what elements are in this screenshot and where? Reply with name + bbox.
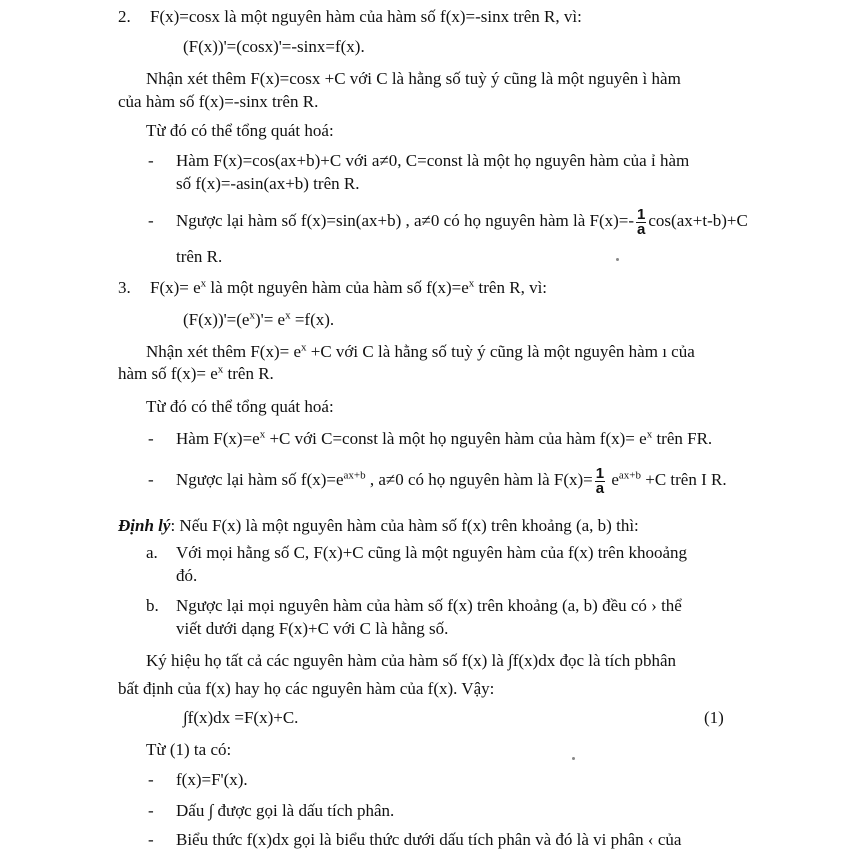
theorem-b-line2: viết dưới dạng F(x)+C với C là hằng số.: [176, 619, 449, 638]
equation-number: (1): [704, 708, 724, 727]
notation-line2: bất định của f(x) hay họ các nguyên hàm của f(x). Vậy:: [118, 679, 495, 698]
item3-remark-line2: hàm số $f(x)= e^x$ trên R.: [118, 363, 274, 383]
item3-number: 3.: [118, 278, 131, 297]
item3-general: Từ đó có thể tổng quát hoá:: [146, 397, 334, 416]
consequence2-marker: -: [148, 801, 154, 820]
theorem-label: Định lý: [118, 516, 171, 535]
item2-number: 2.: [118, 7, 131, 26]
item2-bullet2-marker: -: [148, 211, 154, 230]
item3-bullet1: Hàm $F(x)=e^x +C$ với C=const là một họ nguyên hàm của hàm $f(x)= e^x$ trên FR.: [176, 428, 713, 448]
item2-equation: (F(x))'=(cosx)'=-sinx=f(x).: [183, 37, 365, 56]
fraction-1-over-a: $\frac{1}{a}$: [637, 205, 646, 238]
notation-line1: Ký hiệu họ tất cả các nguyên hàm của hàm số f(x) là ∫f(x)dx đọc là tích pbhân: [146, 651, 677, 670]
item2-bullet1-line2: số f(x)=-asin(ax+b) trên R.: [176, 174, 360, 193]
consequence2: Dấu ∫ được gọi là dấu tích phân.: [176, 801, 395, 820]
theorem-b-line1: Ngược lại mọi nguyên hàm của hàm số f(x) trên khoảng (a, b) đều có › thể: [176, 596, 682, 615]
notation-equation: ∫f(x)dx =F(x)+C.: [183, 708, 299, 727]
scan-speck: [572, 757, 575, 760]
theorem-statement: Định lý: Nếu F(x) là một nguyên hàm của hàm số f(x) trên khoảng (a, b) thì:: [118, 516, 639, 535]
consequence1-marker: -: [148, 770, 154, 789]
item3-bullet1-marker: -: [148, 429, 154, 448]
item2-general: Từ đó có thể tổng quát hoá:: [146, 121, 334, 140]
item2-bullet2-tail: cos(ax+t-b)+C: [648, 211, 748, 230]
item2-bullet1-line1: Hàm F(x)=cos(ax+b)+C với a≠0, C=const là một họ nguyên hàm của ỉ hàm: [176, 151, 690, 170]
fraction-1-over-a: $\frac{1}{a}$: [595, 464, 605, 497]
item3-bullet2: Ngược lại hàm số $f(x)=e^{ax+b}$ , a≠0 có họ nguyên hàm là F(x)= $\frac{1}{a}$ $e^{ax+b} +C$ trên I R.: [176, 464, 727, 497]
item3-statement: $F(x)= e^x$ là một nguyên hàm của hàm số $f(x)=e^x$ trên R, vì:: [150, 277, 548, 297]
item2-remark-line2: của hàm số f(x)=-sinx trên R.: [118, 92, 319, 111]
theorem-a-line2: đó.: [176, 566, 198, 585]
notation-from: Từ (1) ta có:: [146, 740, 232, 759]
theorem-a-line1: Với mọi hằng số C, F(x)+C cũng là một nguyên hàm của f(x) trên khooảng: [176, 543, 688, 562]
scan-speck: [616, 258, 619, 261]
theorem-a-marker: a.: [146, 543, 158, 562]
consequence3: Biểu thức f(x)dx gọi là biểu thức dưới dấu tích phân và đó là vi phân ‹ của: [176, 830, 682, 849]
item2-remark-line1: Nhận xét thêm F(x)=cosx +C với C là hằng số tuỳ ý cũng là một nguyên ì hàm: [146, 69, 681, 88]
item2-bullet2-line1: [176, 204, 748, 238]
item3-equation: $(F(x))'=(e^x)'= e^x =f(x)$.: [183, 309, 335, 329]
item3-bullet2-marker: -: [148, 470, 154, 489]
item2-bullet2-line2: trên R.: [176, 247, 223, 266]
item2-statement: F(x)=cosx là một nguyên hàm của hàm số f(x)=-sinx trên R, vì:: [150, 7, 582, 26]
item2-bullet1-marker: -: [148, 151, 154, 170]
item2-bullet2-text: Ngược lại hàm số f(x)=sin(ax+b) , a≠0 có họ nguyên hàm là F(x)=-: [176, 211, 635, 230]
item3-remark-line1: Nhận xét thêm $F(x)= e^x +C$ với C là hằng số tuỳ ý cũng là một nguyên hàm ı của: [146, 341, 695, 361]
theorem-b-marker: b.: [146, 596, 159, 615]
consequence3-marker: -: [148, 830, 154, 849]
consequence1: f(x)=F'(x).: [176, 770, 248, 789]
